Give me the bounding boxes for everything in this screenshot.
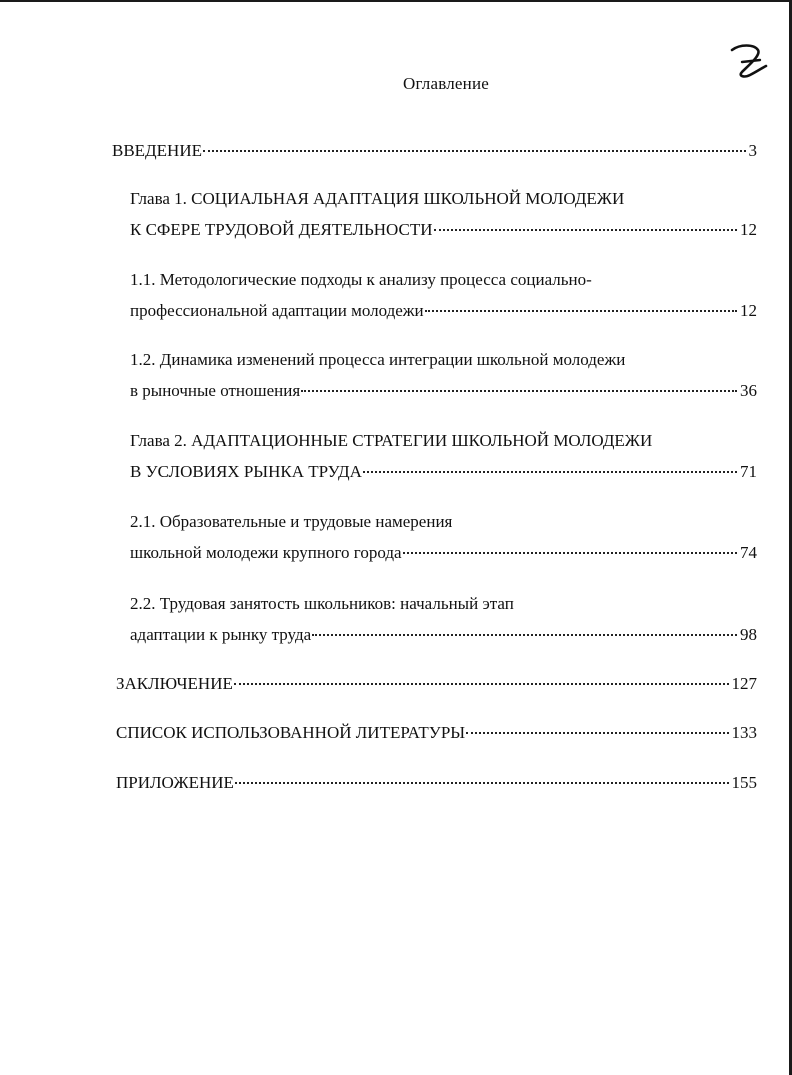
toc-entry-appendix[interactable] [116, 772, 757, 794]
toc-entry-page: 98 [740, 625, 757, 644]
toc-entry-page: 74 [740, 543, 757, 562]
toc-entry-page: 36 [740, 381, 757, 400]
toc-entry-section-1-1[interactable] [130, 300, 757, 322]
toc-entry-bibliography[interactable] [116, 722, 757, 744]
toc-leader-dots [434, 228, 738, 231]
toc-entry-page: 12 [740, 301, 757, 320]
toc-title: Оглавление [403, 74, 489, 93]
toc-entry-page: 71 [740, 462, 757, 481]
toc-entry-section-1-2[interactable] [130, 380, 757, 402]
toc-leader-dots [235, 781, 729, 784]
toc-entry-chapter-2-line-1[interactable]: Глава 2. АДАПТАЦИОННЫЕ СТРАТЕГИИ ШКОЛЬНОЙ МОЛОДЕЖИ [130, 431, 653, 450]
toc-entry-section-1-1-line-1[interactable]: 1.1. Методологические подходы к анализу процесса социально- [130, 270, 592, 289]
toc-entry-chapter-1[interactable] [130, 219, 757, 241]
toc-entry-section-2-1-line-1[interactable]: 2.1. Образовательные и трудовые намерения [130, 512, 453, 531]
toc-leader-dots [403, 551, 737, 554]
toc-leader-dots [425, 309, 737, 312]
toc-leader-dots [234, 682, 729, 685]
toc-entry-section-2-2[interactable] [130, 624, 757, 646]
toc-entry-text: школьной молодежи крупного города [130, 543, 402, 562]
toc-entry-page: 133 [731, 723, 757, 742]
toc-entry-text: адаптации к рынку труда [130, 625, 312, 644]
toc-entry-text: профессиональной адаптации молодежи [130, 301, 424, 320]
toc-entry-text: К СФЕРЕ ТРУДОВОЙ ДЕЯТЕЛЬНОСТИ [130, 220, 433, 239]
toc-entry-text: ПРИЛОЖЕНИЕ [116, 773, 234, 792]
toc-leader-dots [301, 389, 737, 392]
toc-entry-section-1-2-line-1[interactable]: 1.2. Динамика изменений процесса интеграции школьной молодежи [130, 350, 626, 369]
toc-entry-page: 3 [748, 141, 757, 160]
toc-entry-page: 127 [731, 674, 757, 693]
toc-entry-section-2-2-line-1[interactable]: 2.2. Трудовая занятость школьников: начальный этап [130, 594, 514, 613]
toc-entry-page: 155 [731, 773, 757, 792]
toc-entry-introduction[interactable] [112, 140, 757, 162]
toc-leader-dots [203, 149, 746, 152]
toc-entry-section-2-1[interactable] [130, 542, 757, 564]
toc-leader-dots [363, 470, 737, 473]
toc-entry-text: ЗАКЛЮЧЕНИЕ [116, 674, 233, 693]
toc-leader-dots [312, 633, 737, 636]
toc-leader-dots [466, 731, 728, 734]
toc-entry-text: ВВЕДЕНИЕ [112, 141, 202, 160]
toc-entry-chapter-2[interactable] [130, 461, 757, 483]
toc-entry-chapter-1-line-1[interactable]: Глава 1. СОЦИАЛЬНАЯ АДАПТАЦИЯ ШКОЛЬНОЙ МОЛОДЕЖИ [130, 189, 625, 208]
page-edge-top [0, 0, 792, 2]
toc-entry-text: в рыночные отношения [130, 381, 301, 400]
toc-entry-text: В УСЛОВИЯХ РЫНКА ТРУДА [130, 462, 362, 481]
toc-entry-page: 12 [740, 220, 757, 239]
toc-entry-conclusion[interactable] [116, 673, 757, 695]
toc-entry-text: СПИСОК ИСПОЛЬЗОВАННОЙ ЛИТЕРАТУРЫ [116, 723, 466, 742]
